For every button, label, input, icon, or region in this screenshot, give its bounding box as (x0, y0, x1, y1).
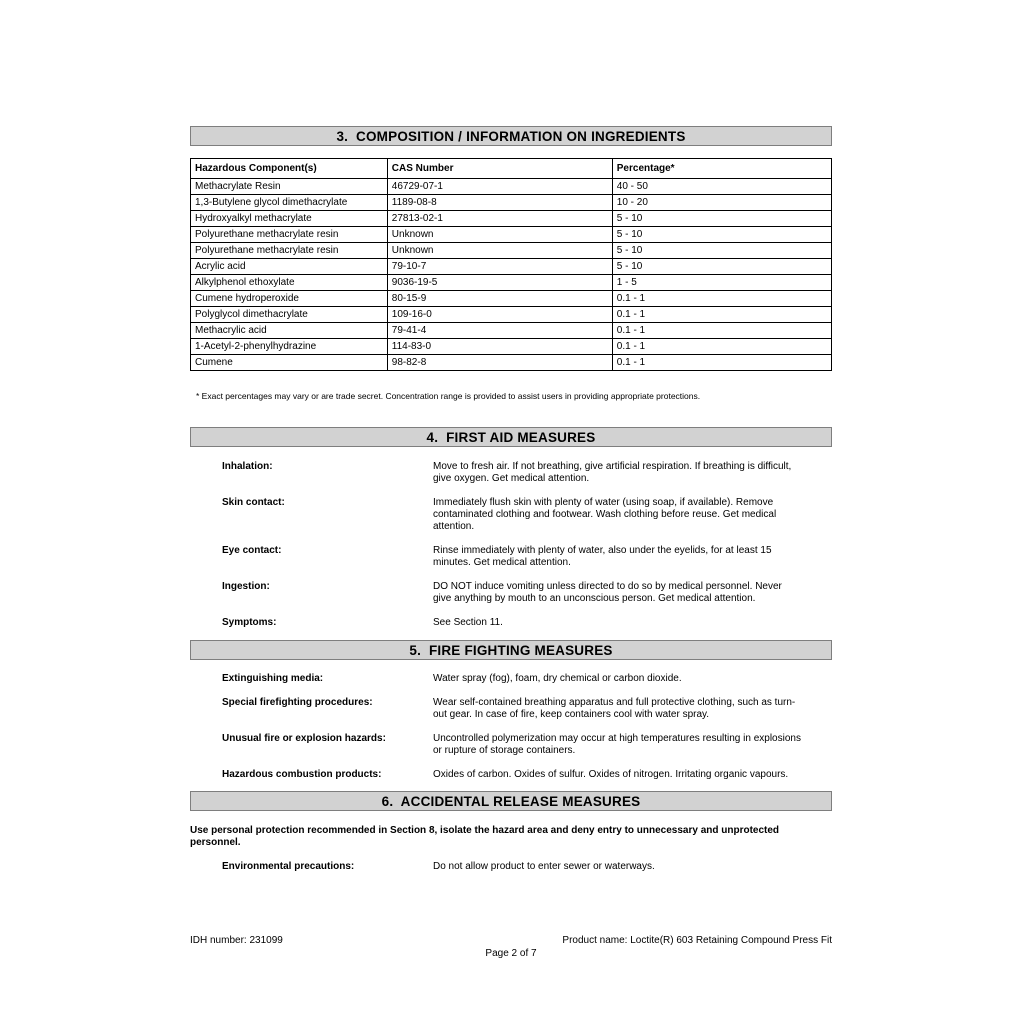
first-aid-inhalation (190, 461, 832, 485)
cell-cas: 98-82-8 (387, 355, 612, 371)
idh-number: IDH number: 231099 (190, 935, 283, 946)
table-row (191, 323, 832, 339)
cell-percentage: 40 - 50 (612, 179, 831, 195)
footer-line-1 (190, 934, 832, 947)
cell-percentage: 5 - 10 (612, 211, 831, 227)
fire-fighting-items (190, 673, 832, 781)
item-label: Unusual fire or explosion hazards: (222, 733, 386, 744)
composition-table (190, 158, 832, 371)
cell-percentage: 0.1 - 1 (612, 291, 831, 307)
table-row (191, 307, 832, 323)
item-label: Ingestion: (222, 581, 270, 592)
unusual-fire-explosion-hazards (190, 733, 832, 757)
item-text: Oxides of carbon. Oxides of sulfur. Oxides of nitrogen. Irritating organic vapours. (433, 769, 789, 780)
first-aid-symptoms (190, 617, 832, 629)
table-row (191, 243, 832, 259)
cell-cas: Unknown (387, 227, 612, 243)
item-text: Water spray (fog), foam, dry chemical or carbon dioxide. (433, 673, 682, 684)
section-6-title: 6. ACCIDENTAL RELEASE MEASURES (381, 793, 641, 809)
table-row (191, 275, 832, 291)
table-row (191, 339, 832, 355)
cell-cas: 80-15-9 (387, 291, 612, 307)
item-text: DO NOT induce vomiting unless directed to do so by medical personnel. Never give anything by mouth to an unconscious person. Get medical attention. (433, 581, 782, 604)
cell-component: 1-Acetyl-2-phenylhydrazine (191, 339, 388, 355)
cell-percentage: 0.1 - 1 (612, 339, 831, 355)
cell-percentage: 0.1 - 1 (612, 323, 831, 339)
item-label: Inhalation: (222, 461, 273, 472)
section-3-header (190, 126, 832, 146)
section-4-header (190, 427, 832, 447)
item-label: Extinguishing media: (222, 673, 324, 684)
accidental-release-intro: Use personal protection recommended in Section 8, isolate the hazard area and deny entry to unnecessary and unprotected personnel. (190, 825, 780, 848)
table-row (191, 291, 832, 307)
col-header-component: Hazardous Component(s) (191, 159, 388, 179)
item-label: Environmental precautions: (222, 861, 355, 872)
section-4-title: 4. FIRST AID MEASURES (426, 429, 596, 445)
hazardous-combustion-products (190, 769, 832, 781)
cell-component: Polyurethane methacrylate resin (191, 243, 388, 259)
cell-cas: 9036-19-5 (387, 275, 612, 291)
cell-percentage: 0.1 - 1 (612, 307, 831, 323)
item-text: Move to fresh air. If not breathing, give artificial respiration. If breathing is difficult, give oxygen. Get medical attention. (433, 461, 792, 484)
item-text: Rinse immediately with plenty of water, also under the eyelids, for at least 15 minutes. Get medical attention. (433, 545, 772, 568)
cell-component: Cumene (191, 355, 388, 371)
special-firefighting-procedures (190, 697, 832, 721)
table-row (191, 179, 832, 195)
cell-component: Polyurethane methacrylate resin (191, 227, 388, 243)
environmental-precautions (190, 861, 832, 873)
cell-cas: 1189-08-8 (387, 195, 612, 211)
item-text: Wear self-contained breathing apparatus and full protective clothing, such as turn-out gear. In case of fire, keep containers cool with water spray. (433, 697, 796, 720)
section-5-title: 5. FIRE FIGHTING MEASURES (409, 642, 613, 658)
table-row (191, 211, 832, 227)
cell-percentage: 0.1 - 1 (612, 355, 831, 371)
cell-cas: 79-10-7 (387, 259, 612, 275)
cell-percentage: 5 - 10 (612, 243, 831, 259)
extinguishing-media (190, 673, 832, 685)
page-content (190, 126, 832, 873)
cell-cas: 27813-02-1 (387, 211, 612, 227)
item-label: Skin contact: (222, 497, 285, 508)
first-aid-items (190, 461, 832, 629)
cell-percentage: 5 - 10 (612, 259, 831, 275)
cell-cas: 46729-07-1 (387, 179, 612, 195)
section-5-header (190, 640, 832, 660)
item-text: See Section 11. (433, 617, 503, 628)
item-text: Do not allow product to enter sewer or waterways. (433, 861, 655, 872)
item-label: Special firefighting procedures: (222, 697, 373, 708)
cell-component: 1,3-Butylene glycol dimethacrylate (191, 195, 388, 211)
cell-component: Cumene hydroperoxide (191, 291, 388, 307)
page-footer (190, 934, 832, 960)
composition-table-header-row (191, 159, 832, 179)
item-text: Uncontrolled polymerization may occur at high temperatures resulting in explosions or rupture of storage containers. (433, 733, 801, 756)
col-header-percentage: Percentage* (612, 159, 831, 179)
cell-cas: 109-16-0 (387, 307, 612, 323)
first-aid-skin-contact (190, 497, 832, 533)
first-aid-ingestion (190, 581, 832, 605)
product-name: Product name: Loctite(R) 603 Retaining Compound Press Fit (562, 935, 832, 946)
cell-cas: Unknown (387, 243, 612, 259)
cell-component: Methacrylate Resin (191, 179, 388, 195)
cell-component: Polyglycol dimethacrylate (191, 307, 388, 323)
cell-percentage: 1 - 5 (612, 275, 831, 291)
table-row (191, 195, 832, 211)
item-label: Symptoms: (222, 617, 277, 628)
section-3-title: 3. COMPOSITION / INFORMATION ON INGREDIENTS (336, 128, 686, 144)
cell-cas: 114-83-0 (387, 339, 612, 355)
cell-percentage: 10 - 20 (612, 195, 831, 211)
cell-component: Hydroxyalkyl methacrylate (191, 211, 388, 227)
cell-percentage: 5 - 10 (612, 227, 831, 243)
cell-component: Acrylic acid (191, 259, 388, 275)
table-row (191, 355, 832, 371)
item-text: Immediately flush skin with plenty of water (using soap, if available). Remove contaminated clothing and footwear. Wash clothing before reuse. Get medical attention. (433, 497, 777, 532)
section-6-header (190, 791, 832, 811)
table-row (191, 227, 832, 243)
col-header-cas: CAS Number (387, 159, 612, 179)
table-row (191, 259, 832, 275)
cell-component: Methacrylic acid (191, 323, 388, 339)
cell-component: Alkylphenol ethoxylate (191, 275, 388, 291)
page-indicator: Page 2 of 7 (485, 948, 537, 959)
item-label: Eye contact: (222, 545, 282, 556)
percentage-footnote: * Exact percentages may vary or are trade secret. Concentration range is provided to assist users in providing appropriate protections. (196, 391, 701, 401)
first-aid-eye-contact (190, 545, 832, 569)
item-label: Hazardous combustion products: (222, 769, 382, 780)
cell-cas: 79-41-4 (387, 323, 612, 339)
